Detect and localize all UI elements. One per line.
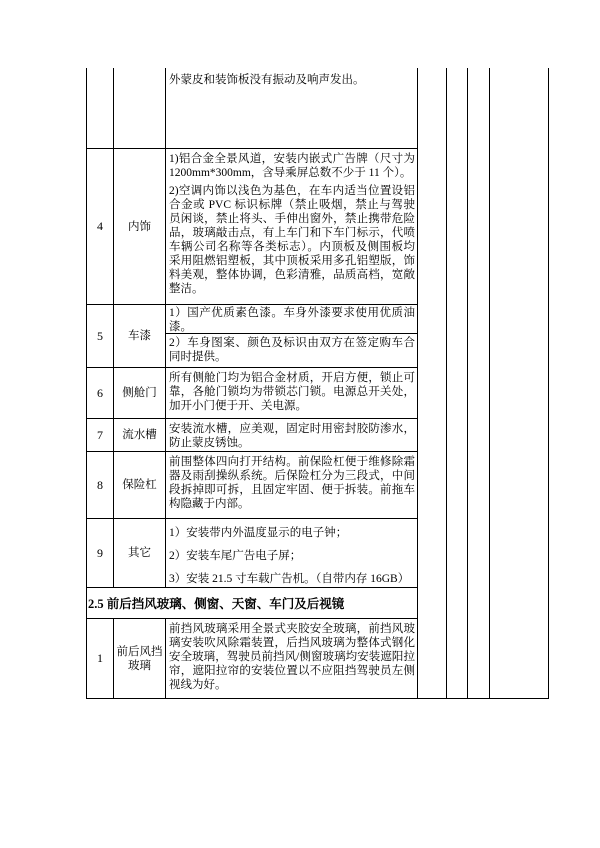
row-name-cell: 前后风挡玻璃 [114, 619, 166, 698]
row-number-cell: 6 [87, 368, 114, 418]
empty-column [418, 68, 447, 699]
row-number-cell: 7 [87, 419, 114, 451]
spec-paragraph: 前挡风玻璃采用全景式夹胶安全玻璃，前挡风玻璃安装吹风除霜装置，后挡风玻璃为整体式钢化安全玻璃，驾驶员前挡风/侧窗玻璃均安装遮阳拉帘，遮阳拉帘的安装位置以不应阻挡驾驶员左侧视线为好。 [169, 623, 415, 691]
row-content-cell [166, 619, 418, 698]
content-subcell: 1）国产优质素色漆。车身外漆要求使用优质油漆。 [166, 305, 417, 334]
row-content-cell [166, 368, 418, 418]
table-row-7-gutter [87, 419, 418, 452]
row-name-cell: 保险杠 [114, 452, 166, 518]
spec-paragraph: 2)空调内饰以浅色为基色，在车内适当位置设铝合金或 PVC 标识标牌（禁止吸烟，禁止与驾驶员闲谈，禁止将头、手伸出窗外，禁止携带危险品，玻璃敲击点，有上车门和下车门标示，代喷车辆公司名称等各类标志）。内顶板及侧围板均采用阻燃铝塑板，其中顶板采用多孔铝塑版，饰料美观，整体协调，色彩清雅，品质高档，宽敞整洁。 [169, 185, 415, 295]
section-heading: 2.5 前后挡风玻璃、侧窗、天窗、车门及后视镜 [87, 588, 418, 619]
spec-paragraph: 所有侧舱门均为铝合金材质，开启方便，锁止可靠，各舱门锁均为带锁芯门锁。电源总开关处，加开小门便于开、关电源。 [169, 372, 415, 412]
table-row-6-side-hatch [87, 368, 418, 419]
empty-column [447, 68, 468, 699]
row-content-cell [166, 419, 418, 451]
empty-column [490, 68, 549, 699]
row-number-cell [87, 68, 114, 148]
row-number-cell: 9 [87, 519, 114, 587]
table-row-8-bumper [87, 452, 418, 519]
table-row-4-interior [87, 149, 418, 305]
table-row-continuation [87, 68, 418, 149]
spec-paragraph: 2）安装车尾广告电子屏； [169, 550, 302, 562]
spec-paragraph: 前围整体四向打开结构。前保险杠便于维修除霜器及雨刮操纵系统。后保险杠分为三段式，中间段拆掉即可拆，且固定牢固、便于拆装。前拖车构隐藏于内部。 [169, 456, 415, 510]
spec-paragraph: 外蒙皮和装饰板没有振动及响声发出。 [169, 74, 365, 86]
row-name-cell [114, 68, 166, 148]
row-content-cell [166, 452, 418, 518]
empty-column [468, 68, 490, 699]
spec-paragraph: 1)铝合金全景风道，安装内嵌式广告牌（尺寸为1200mm*300mm，含导乘屏总数不少于 11 个）。 [169, 153, 415, 179]
table-row-9-other [87, 519, 418, 588]
row-content-cell [166, 149, 418, 304]
row-content-cell [166, 305, 418, 367]
spec-paragraph: 3）安装 21.5 寸车载广告机。（自带内存 16GB） [169, 573, 410, 585]
spec-table [86, 68, 549, 699]
row-name-cell: 侧舱门 [114, 368, 166, 418]
content-subcell: 2）车身图案、颜色及标识由双方在签定购车合同时提供。 [169, 337, 415, 363]
spec-paragraph: 1）安装带内外温度显示的电子钟； [169, 527, 348, 539]
row-content-cell [166, 519, 418, 587]
row-number-cell: 5 [87, 305, 114, 367]
row-number-cell: 4 [87, 149, 114, 304]
row-name-cell: 流水槽 [114, 419, 166, 451]
row-name-cell: 其它 [114, 519, 166, 587]
table-row-5-paint [87, 305, 418, 368]
row-number-cell: 1 [87, 619, 114, 698]
spec-table-empty-columns [418, 68, 549, 699]
row-name-cell: 车漆 [114, 305, 166, 367]
table-row-1-windshield [87, 619, 418, 699]
spec-table-left-section [86, 68, 418, 699]
spec-paragraph: 安装流水槽，应美观，固定时用密封胶防渗水，防止蒙皮锈蚀。 [169, 423, 415, 449]
row-number-cell: 8 [87, 452, 114, 518]
row-name-cell: 内饰 [114, 149, 166, 304]
row-content-cell [166, 68, 418, 148]
